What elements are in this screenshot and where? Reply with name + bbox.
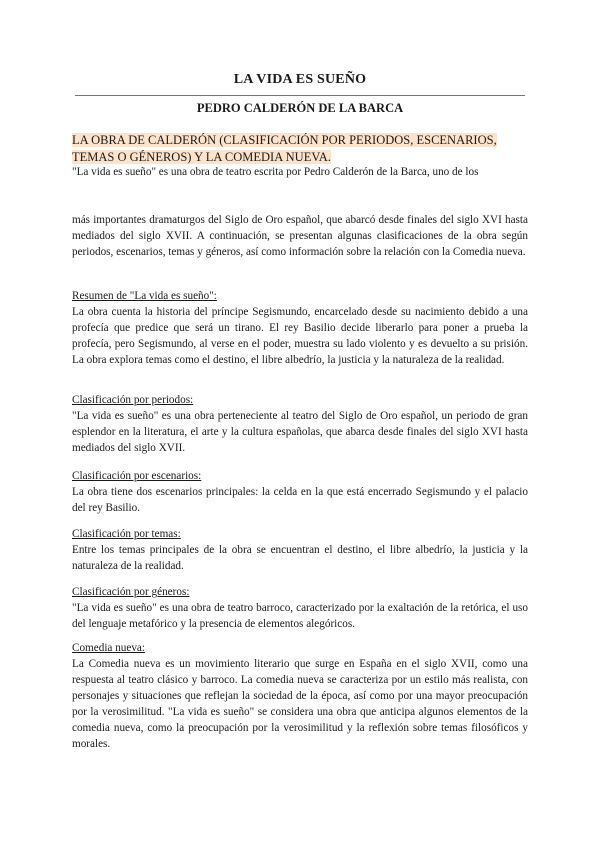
document-title: LA VIDA ES SUEÑO: [233, 72, 367, 87]
section-temas: [72, 526, 528, 574]
intro-paragraph-line1: "La vida es sueño" es una obra de teatro escrita por Pedro Calderón de la Barca, uno de los: [72, 166, 479, 178]
section-heading: Resumen de "La vida es sueño":: [72, 290, 217, 302]
section-heading: Clasificación por escenarios:: [72, 470, 202, 482]
section-escenarios: [72, 468, 528, 516]
section-body: Entre los temas principales de la obra se encuentran el destino, el libre albedrío, la justicia y la naturaleza de la realidad.: [72, 544, 528, 572]
section-heading: Clasificación por periodos:: [72, 394, 194, 406]
section-body: La obra cuenta la historia del príncipe Segismundo, encarcelado desde su nacimiento debido a una profecía que predice que será un tirano. El rey Basilio decide liberarlo para poner a prueba la profecía, pero Segismundo, al verse en el poder, muestra su lado violento y es devuelto a su prisión. La obra explora temas como el destino, el libre albedrío, la justicia y la naturaleza de la realidad.: [72, 306, 528, 366]
document-author: PEDRO CALDERÓN DE LA BARCA: [196, 101, 404, 115]
section-comedia-nueva: [72, 640, 528, 752]
section-periodos: [72, 392, 528, 456]
section-body: "La vida es sueño" es una obra de teatro barroco, caracterizado por la exaltación de la retórica, el uso del lenguaje metafórico y la presencia de elementos alegóricos.: [72, 602, 528, 630]
section-heading: Clasificación por géneros:: [72, 586, 190, 598]
section-heading: Comedia nueva:: [72, 642, 146, 654]
section-heading: Clasificación por temas:: [72, 528, 181, 540]
intro-paragraph: más importantes dramaturgos del Siglo de Oro español, que abarcó desde finales del siglo XVI hasta mediados del siglo XVII. A continuación, se presentan algunas clasificaciones de la obra según periodos, escenarios, temas y géneros, así como información sobre la relación con la Comedia nueva.: [72, 214, 528, 258]
section-body: La obra tiene dos escenarios principales: la celda en la que está encerrado Segismundo y el palacio del rey Basilio.: [72, 486, 528, 514]
section-generos: [72, 584, 528, 632]
title-divider: [75, 95, 525, 96]
highlighted-heading: [72, 132, 528, 166]
section-resumen: [72, 288, 528, 368]
section-body: La Comedia nueva es un movimiento literario que surge en España en el siglo XVII, como una respuesta al teatro clásico y barroco. La comedia nueva se caracteriza por un estilo más realista, con personajes y situaciones que reflejan la sociedad de la época, así como por una mayor preocupación por la verosimilitud. "La vida es sueño" se considera una obra que anticipa algunos elementos de la comedia nueva, como la preocupación por la verosimilitud y la reflexión sobre temas filosóficos y morales.: [72, 658, 528, 750]
section-body: "La vida es sueño" es una obra perteneciente al teatro del Siglo de Oro español, un periodo de gran esplendor en la literatura, el arte y la cultura españolas, que abarca desde finales del siglo XVI hasta mediados del siglo XVII.: [72, 410, 528, 454]
highlighted-heading-text: LA OBRA DE CALDERÓN (CLASIFICACIÓN POR PERIODOS, ESCENARIOS, TEMAS O GÉNEROS) Y LA COMEDIA NUEVA.: [72, 133, 497, 164]
